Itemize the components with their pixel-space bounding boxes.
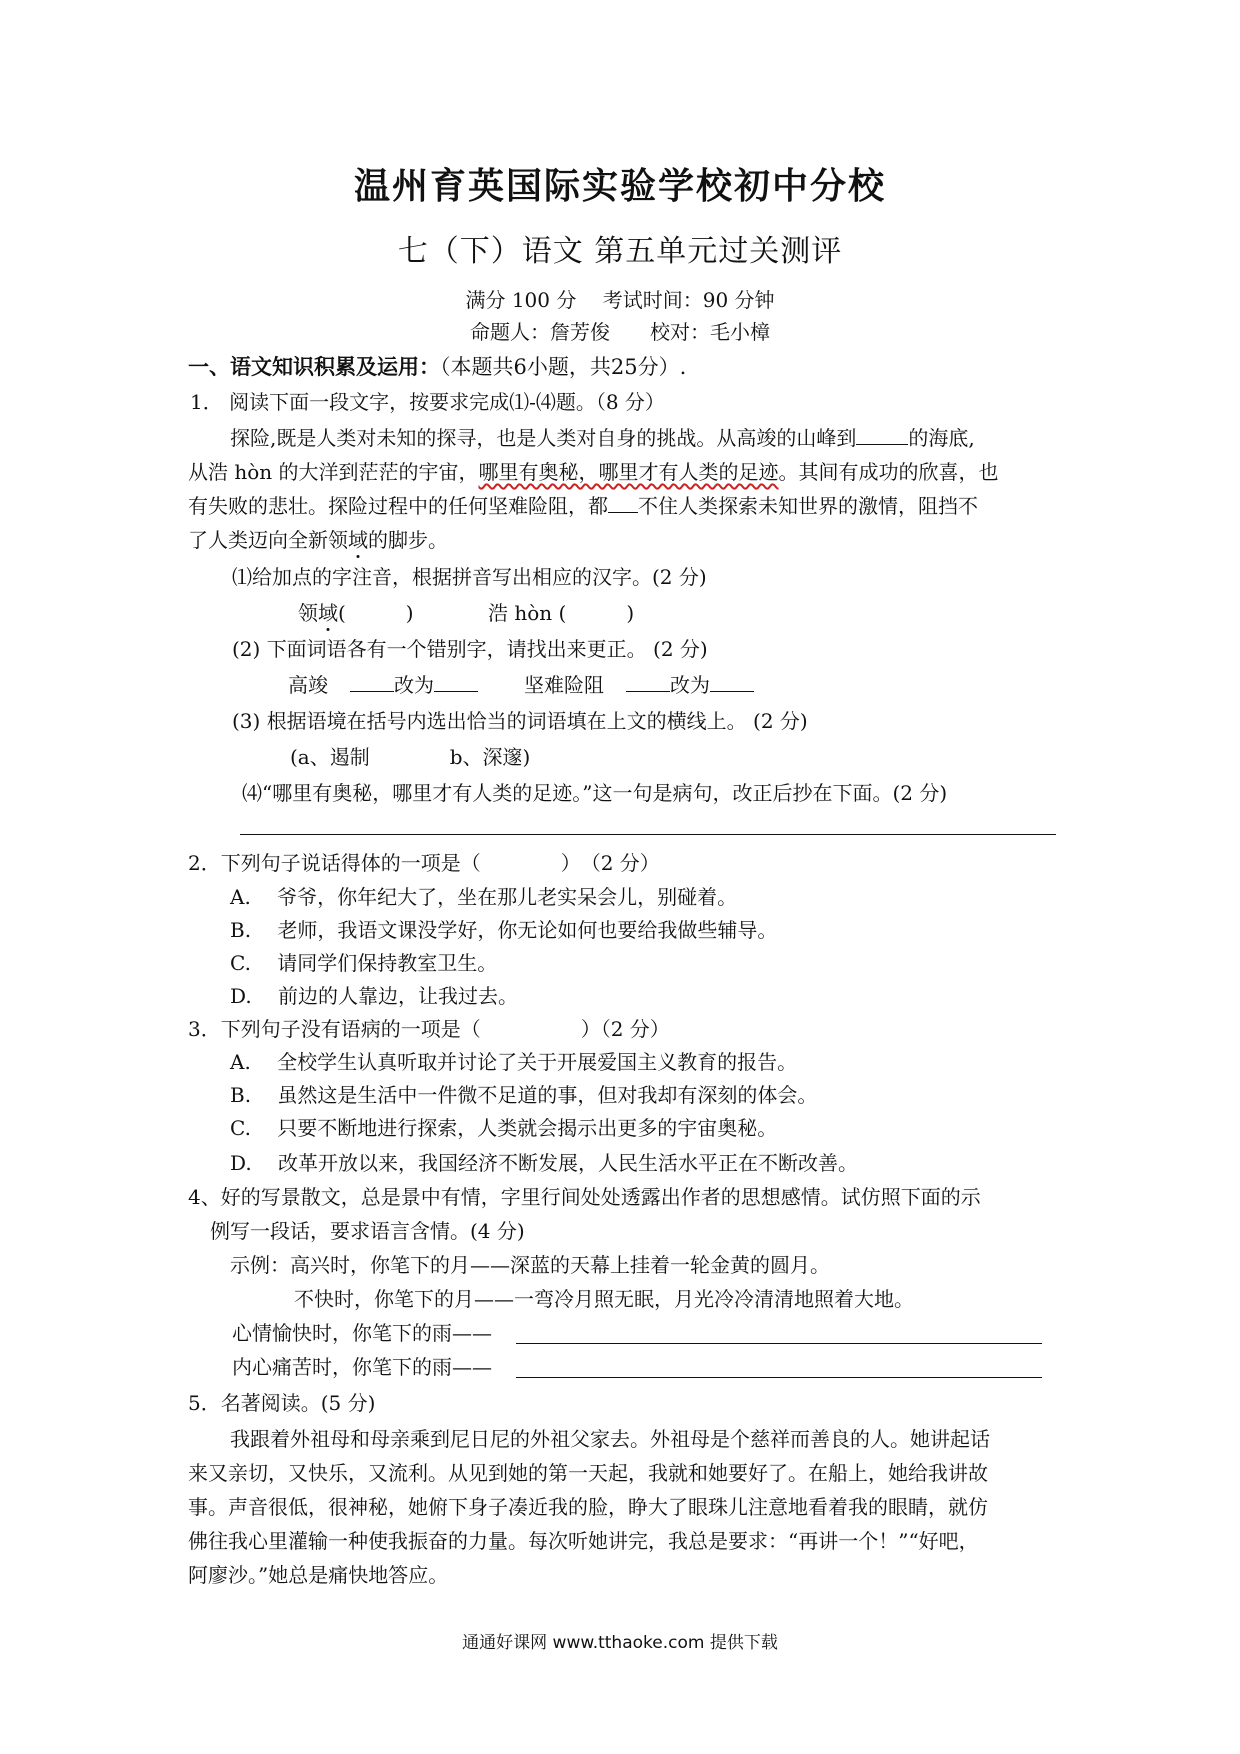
blank-5[interactable] xyxy=(626,671,670,692)
q1-p4b: 的脚步。 xyxy=(368,528,448,552)
blank-3[interactable] xyxy=(350,671,394,692)
q3-option-c[interactable]: C. 只要不断地进行探索，人类就会揭示出更多的宇宙奥秘。 xyxy=(230,1116,778,1140)
q1-sub1-b[interactable]: 浩 hòn ( ) xyxy=(488,601,635,625)
q1-passage-line-1 xyxy=(230,423,975,453)
q2-stem: 2．下列句子说话得体的一项是（ ） （2 分） xyxy=(188,851,660,875)
q1-sub1-a[interactable] xyxy=(298,598,414,628)
q3-option-d[interactable]: D. 改革开放以来，我国经济不断发展，人民生活水平正在不断改善。 xyxy=(230,1151,859,1175)
answer-line-q4-1[interactable] xyxy=(516,1343,1042,1344)
q5-line-4: 佛往我心里灌输一种使我振奋的力量。每次听她讲完，我总是要求：“再讲一个！”“好吧， xyxy=(188,1529,979,1553)
footer[interactable]: 通通好课网 www.tthaoke.com 提供下载 xyxy=(462,1633,778,1653)
q1-sub1: ⑴给加点的字注音，根据拼音写出相应的汉字。(2 分) xyxy=(232,565,707,589)
answer-line-q1-4[interactable] xyxy=(240,834,1056,835)
blank-1[interactable] xyxy=(856,424,908,445)
section-heading-text: 一、语文知识积累及运用： xyxy=(188,355,440,379)
q4-stem-1: 4、好的写景散文，总是景中有情，字里行间处处透露出作者的思想感情。试仿照下面的示 xyxy=(188,1185,981,1209)
q1-sub1-a-pre: 领 xyxy=(298,601,318,625)
q1-sub2-change-a: 改为 xyxy=(394,673,434,697)
sick-sentence: 哪里有奥秘，哪里才有人类的足迹 xyxy=(478,460,779,484)
q1-p2a: 从浩 hòn 的大洋到茫茫的宇宙， xyxy=(188,460,479,484)
q1-sub3: (3) 根据语境在括号内选出恰当的词语填在上文的横线上。 (2 分) xyxy=(232,709,808,733)
q5-line-1: 我跟着外祖母和母亲乘到尼日尼的外祖父家去。外祖母是个慈祥而善良的人。她讲起话 xyxy=(230,1427,990,1451)
q1-sub4: ⑷“哪里有奥秘，哪里才有人类的足迹。”这一句是病句，改正后抄在下面。(2 分) xyxy=(242,781,948,805)
blank-2[interactable] xyxy=(608,492,638,513)
q3-option-a[interactable]: A. 全校学生认真听取并讨论了关于开展爱国主义教育的报告。 xyxy=(230,1050,798,1074)
q4-example-2: 不快时，你笔下的月——一弯冷月照无眠，月光冷冷清清地照着大地。 xyxy=(294,1287,914,1311)
q1-p1b: 的海底, xyxy=(908,426,975,450)
answer-line-q4-2[interactable] xyxy=(516,1377,1042,1378)
section-note: （本题共6小题，共25分）. xyxy=(440,355,687,379)
q5-line-2: 来又亲切，又快乐，又流利。从见到她的第一天起，我就和她要好了。在船上，她给我讲故 xyxy=(188,1461,988,1485)
q1-p4a: 了人类迈向全新领 xyxy=(188,528,348,552)
q1-passage-line-4 xyxy=(188,525,448,555)
q1-p3b: 不住人类探索未知世界的激情，阻挡不 xyxy=(638,494,978,518)
blank-4[interactable] xyxy=(434,671,478,692)
school-title: 温州育英国际实验学校初中分校 xyxy=(353,166,886,207)
q2-option-d[interactable]: D. 前边的人靠边，让我过去。 xyxy=(230,984,519,1008)
q4-example-1: 示例：高兴时，你笔下的月——深蓝的天幕上挂着一轮金黄的圆月。 xyxy=(230,1253,830,1277)
q2-option-a[interactable]: A. 爷爷，你年纪大了，坐在那儿老实呆会儿，别碰着。 xyxy=(230,885,738,909)
q1-passage-line-3 xyxy=(188,491,978,521)
q1-passage-line-2 xyxy=(188,457,999,487)
q1-sub2-word-a: 高竣 xyxy=(288,673,328,697)
blank-6[interactable] xyxy=(710,671,754,692)
q2-option-b[interactable]: B. 老师，我语文课没学好，你无论如何也要给我做些辅导。 xyxy=(230,918,778,942)
exam-title: 七（下）语文 第五单元过关测评 xyxy=(397,234,843,269)
q3-stem: 3．下列句子没有语病的一项是（ ）（2 分） xyxy=(188,1017,670,1041)
q1-sub2-word-b: 坚难险阻 xyxy=(524,673,604,697)
q1-sub3-options: (a、遏制 b、深邃) xyxy=(290,745,531,769)
q1-sub2-change-b: 改为 xyxy=(670,673,710,697)
q1-p1a: 探险,既是人类对未知的探寻，也是人类对自身的挑战。从高竣的山峰到 xyxy=(230,426,857,450)
q4-write-1: 心情愉快时，你笔下的雨—— xyxy=(232,1321,492,1345)
score-time: 满分 100 分 考试时间：90 分钟 xyxy=(465,288,775,312)
section-heading xyxy=(188,352,686,382)
q5-line-3: 事。声音很低，很神秘，她俯下身子凑近我的脸，睁大了眼珠儿注意地看着我的眼睛，就仿 xyxy=(188,1495,988,1519)
q5-line-5: 阿廖沙。”她总是痛快地答应。 xyxy=(188,1563,449,1587)
q1-stem: 1． 阅读下面一段文字，按要求完成⑴-⑷题。（8 分） xyxy=(190,390,665,414)
q1-sub2-line xyxy=(288,670,754,700)
q4-stem-2: 例写一段话，要求语言含情。(4 分) xyxy=(210,1219,525,1243)
dotted-char: 域 xyxy=(348,528,368,552)
authors: 命题人：詹芳俊 校对：毛小樟 xyxy=(470,320,770,344)
q1-sub2: (2) 下面词语各有一个错别字，请找出来更正。 (2 分) xyxy=(232,637,708,661)
q1-sub1-a-dot: 域 xyxy=(318,601,338,625)
q5-stem: 5．名著阅读。(5 分) xyxy=(188,1391,376,1415)
q1-p3a: 有失败的悲壮。探险过程中的任何坚难险阻，都 xyxy=(188,494,608,518)
q1-sub1-a-post: ( ) xyxy=(338,601,414,625)
q2-option-c[interactable]: C. 请同学们保持教室卫生。 xyxy=(230,951,498,975)
q1-p2b: 。其间有成功的欣喜，也 xyxy=(778,460,999,484)
q3-option-b[interactable]: B. 虽然这是生活中一件微不足道的事，但对我却有深刻的体会。 xyxy=(230,1083,818,1107)
q4-write-2: 内心痛苦时，你笔下的雨—— xyxy=(232,1355,492,1379)
